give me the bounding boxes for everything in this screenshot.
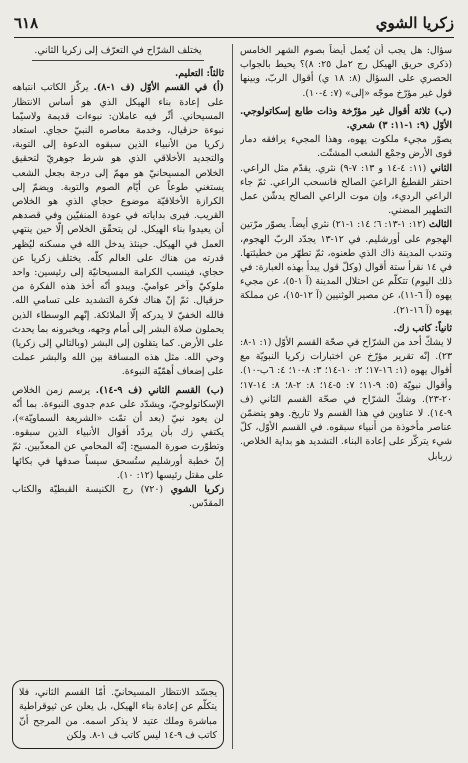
second-body: (١١: ٤-١٤ و ١٣: ٧-٩) نثري. يقدّم مثل الراعي. احتقر القطيعُ الراعيَ الصالح فانسحب الراعي. ثمّ جاء الراعي الرديء، وإن موت الراعي الصالح يدشّن عمل التطهير المضني. — [240, 162, 452, 217]
section-b-heading: (ب) ثلاثة أقوال غير مؤرّخة وذات طابع إسكاتولوجي. الأوّل (٩: ١-١١: ٣) شعري. — [240, 105, 452, 132]
third-body: (١٢: ١-١٣: ٦؛ ١٤: ١-٢١) نثري أيضاً. يصوّر مرّتين الهجوم على أورشليم. في ١٢-١٣ يجدّد الربّ الهجوم، وتندب المدينة ذاك الذي طعنوه، ثمّ تطهّر من خطيئتها. في ١٤ نقرأ ستة أقوال (وكلّ قول يبدأ بهذه العبارة: في ذلك اليوم) تتكلّم عن احتلال المدينة (آ ١-٥)، عن مجيء يهوه (آ ٦-١١)، عن مصير الوثنيين (آ ١٢-١٥)، عن مملكة يهوه (آ ١٦-٢١). — [240, 219, 452, 316]
running-title: زكريا الشوي — [375, 14, 454, 32]
section-two-heading: ثانياً: كاتب زك. — [393, 322, 452, 334]
part-b-title: (ب) القسم الثاني (ف ٩-١٤). — [95, 384, 224, 396]
section-b-body: يصوّر مجيء ملكوت يهوه، وهذا المجيء يرافقه دمار قوى الأرض وجمْع الشعب المشتّت. — [240, 134, 452, 160]
zechariah-label: زكريا الشوي — [170, 484, 224, 496]
header-rule — [14, 37, 454, 38]
right-column — [240, 44, 452, 749]
zechariah-body: (٧٢٠) رج الكنيسة القبطيّة والكتاب المقدّس. — [12, 484, 224, 510]
section-two-body: لا يشكّ أحد من الشرّاح في صحّة القسم الأوّل (١: ١-٨: ٢٣). إنّه تقرير مؤرّخ عن اختبارات زكريا النبويّة مع أقوال يهوه (١: ١٦-١٧؛ ٢: ١٠-١٤؛ ٣: ٨-١٠؛ ٤: ٦ب-١٠). وأقوال نبويّة (٥: ٩-١١؛ ٧: ٥-١٤؛ ٨: ٢-٨؛ ٨: ١٤-١٧؛ ٢٠-٢٣). وشكّ الشرّاح في صحّة القسم الثاني (ف ٩-١٤). لا عناوين في هذا القسم ولا تاريخ. وهو يتضمّن عناصر مأخوذة من أنبياء سبقوه. في القسم الأوّل، كلّ شيء يتركّز على إعادة البناء. التشديد هو بداية الخلاص. زربابل — [240, 337, 452, 462]
second-saying — [240, 162, 452, 219]
part-b-body: يرسم زمن الخلاص الإسكاتولوجيّ، ويشدّد على عدم جدوى النبوءة. بما أنّه لن يعود نبيّ (بعد أن تمّت «الشريعة السماويّة»)، يكتفي زك بأن يردّد أقوال الأنبياء الذين سبقوه. وتطوّرت صورة المسيح: إنّه المحامي عن المعذّبين. ثمّ إنّ خطبة أورشليم ستُسحق سيساً صدقها في بكائها على مقتل رئيسها (١٢: ١٠). — [12, 384, 224, 481]
third-saying — [240, 218, 452, 317]
part-a-body: يركّز الكاتب انتباهه على إعادة بناء الهيكل الذي هو أساس الانتظار المسيحاني. أثّر فيه عاملان: نبوءات قديمة ولاسيّما نبوءة حزقيال، وخدمة معاصره النبيّ حجاي. استعاد زكريا من الأنبياء الذين سبقوه الدعوة إلى التوبة، والتجديد الأخلاقي الذي هو شرط جوهريّ لتحقيق الخلاص المسيحانيّ هو مهمّ إلى درجة بجعل الشعب يستغني طوعاً عن أيّام الصوم والتوبة. ويضمّ إلى الكرازة الأخلاقيّة موضوع حجاي الذي هو الخلاص القريب. فيرى بداياته في عودة المنفيّين وفي قصدهم أن يعيدوا بناء الهيكل. لن يتحقّق الخلاص إلّا حين ينتهي العمل في الهيكل. حينئذ يدخل الله في مسكنه ليُظهر قدرته من هناك على العالم كلّه. يختلف زكريا عن حجاي، فينسب الكرامة المسيحانيّة إلى رئيسين: واحد ملوكيّ وآخر عواميّ. ويبدو أنّه أخذ هذه الفكرة من حزقيال. ثمّ إنّ هناك فكرة التشديد على تسامي الله. فالله الخفيّ لا يدركه إلّا الملائكة. إنّهم الوسطاء الذين يحملون صلاة البشر إلى أمام وجهه، ويخبرونه بما يحدث على الأرض. كما يتقلون إلى البشر (وبالتالي إلى زكريا) وحي الله. مثل هذه المسافة بين الله والبشر عملت على إضعاف أهمّيّة النبوءة. — [12, 82, 224, 378]
column-divider — [232, 44, 233, 749]
page-header — [14, 14, 454, 36]
left-column-header — [12, 44, 224, 61]
page-number: ٦١٨ — [14, 14, 39, 32]
boxed-note: يجسّد الانتظار المسيحانيّ. أمّا القسم الثاني، فلا يتكلّم عن إعادة بناء الهيكل، بل يعلن عن ثيوقراطية مباشرة وملك عتيد لا يذكر اسمه. من المرجح أنّ كاتب ف ٩-١٤ ليس كاتب ف ١-٨. ولكن — [12, 680, 224, 749]
left-header-text: يختلف الشرّاح في التعرّف إلى زكريا الثاني. — [34, 45, 202, 56]
part-a-title: (أ) في القسم الأوّل (ف ١-٨). — [93, 82, 224, 94]
left-header-rule — [32, 60, 204, 61]
second-label: الثاني — [430, 162, 452, 174]
section-three-heading: ثالثاً: التعليم. — [175, 68, 224, 80]
third-label: الثالث — [428, 219, 452, 231]
part-b — [12, 384, 224, 483]
part-a — [12, 81, 224, 379]
paragraph-question: سؤال: هل يجب أن يُعمل أيضاً بصوم الشهر الخامس (ذكرى حريق الهيكل رج ٢مل ٢٥: ٨)؟ يحيط بالجواب الحصري على السؤال (٨: ١٨ ي) أقوال الربّ، وبينها قول غير مؤرّخ موجّه «إلى» (٧: ٤-١٠). — [240, 45, 452, 99]
zechariah-entry — [12, 483, 224, 511]
left-column — [12, 44, 224, 655]
